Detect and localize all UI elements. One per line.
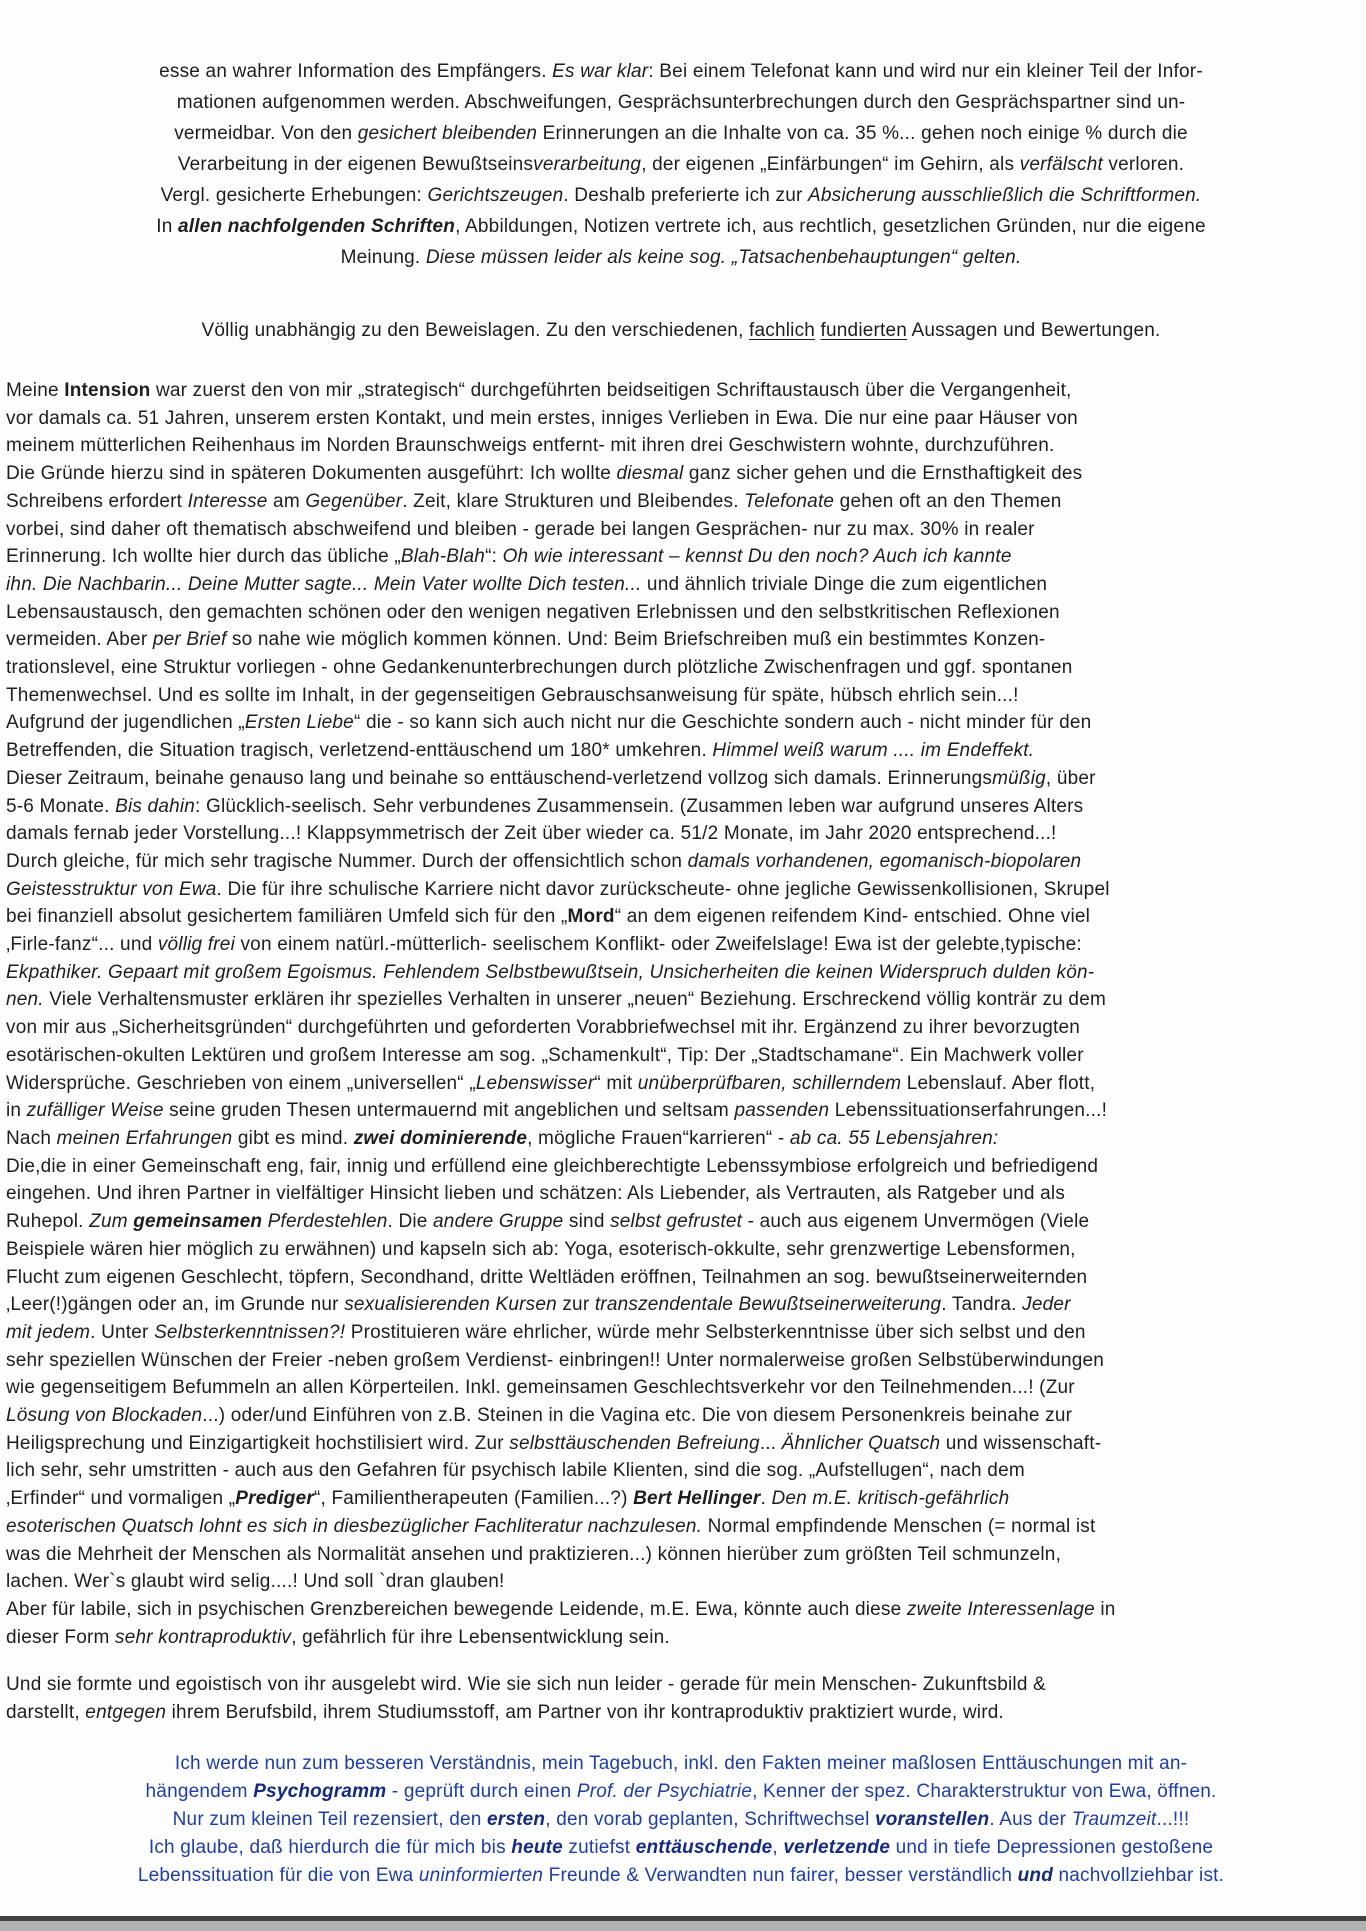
text-run: , gefährlich für ihre Lebensentwicklung sein.: [291, 1626, 670, 1648]
text-run: fundierten: [820, 320, 908, 341]
text-run: Prostituieren wäre ehrlicher, würde mehr Selbsterkenntnisse über sich selbst und den: [345, 1321, 1086, 1343]
text-line: [6, 626, 1356, 654]
text-line: [6, 848, 1356, 876]
text-run: Themenwechsel. Und es sollte im Inhalt, in der gegenseitigen Gebrauschsanweisung für späte, hübsch ehrlich sein...!: [6, 684, 1019, 706]
text-run: so nahe wie möglich kommen können. Und: Beim Briefschreiben muß ein bestimmtes Konzen-: [226, 629, 1046, 651]
text-run: per Brief: [152, 629, 227, 651]
text-run: Pferdestehlen: [262, 1211, 388, 1233]
text-run: , der eigenen „Einfärbungen“ im Gehirn, als: [641, 154, 1020, 175]
text-run: Verarbeitung in der eigenen Bewußtseins: [177, 154, 534, 175]
text-line: [6, 1180, 1356, 1208]
text-run: mit jedem: [6, 1321, 91, 1343]
text-run: passenden: [734, 1100, 830, 1122]
text-line: [6, 488, 1356, 516]
text-run: vermeidbar. Von den: [174, 123, 358, 144]
text-run: trationslevel, eine Struktur vorliegen - ohne Gedankenunterbrechungen durch plötzliche Zwischenfragen und ggf. spontanen: [6, 657, 1073, 679]
text-line: [6, 460, 1356, 488]
text-run: ‚Erfinder“ und vormaligen „: [6, 1488, 236, 1510]
text-run: Geistesstruktur von Ewa: [6, 878, 217, 900]
text-run: gemeinsamen: [133, 1211, 263, 1233]
text-run: lich sehr, sehr umstritten - auch aus den Gefahren für psychisch labile Klienten, sind die sog. „Aufstellugen“, nach dem: [6, 1460, 1025, 1482]
text-run: gehen oft an den Themen: [834, 490, 1062, 512]
intro-block: [6, 56, 1356, 273]
text-run: verfälscht: [1019, 154, 1103, 175]
text-line: [6, 1264, 1356, 1292]
text-run: Jeder: [1022, 1294, 1071, 1316]
text-line: [6, 180, 1356, 211]
text-run: allen nachfolgenden Schriften: [178, 216, 456, 237]
text-line: [6, 242, 1356, 273]
text-run: Ruhepol.: [6, 1211, 90, 1233]
text-run: Intension: [64, 380, 151, 401]
text-run: gibt es mind.: [232, 1127, 354, 1149]
text-line: [6, 1014, 1356, 1042]
text-run: selbsttäuschenden Befreiung: [509, 1432, 760, 1454]
text-line: [6, 1624, 1356, 1652]
text-run: Mord: [567, 906, 615, 928]
text-run: 5-6 Monate.: [6, 795, 116, 817]
text-line: [6, 765, 1356, 793]
text-run: andere Gruppe: [433, 1211, 564, 1233]
text-run: sexualisierenden Kursen: [344, 1294, 557, 1316]
text-run: Normal empfindende Menschen (= normal ist: [702, 1515, 1096, 1537]
text-line: [6, 903, 1356, 931]
text-run: . Zeit, klare Strukturen und Bleibendes.: [402, 490, 745, 512]
text-run: ‚Firle-fanz“... und: [6, 934, 158, 956]
text-run: - geprüft durch einen: [386, 1780, 577, 1802]
text-line: [6, 1862, 1356, 1890]
text-run: Lebenssituation für die von Ewa: [137, 1864, 419, 1886]
text-run: , den vorab geplanten, Schriftwechsel: [545, 1808, 875, 1830]
text-line: [6, 1485, 1356, 1513]
text-line: [6, 682, 1356, 710]
text-run: Schreibens erfordert: [6, 490, 188, 512]
text-run: Es war klar: [552, 61, 649, 82]
text-line: [6, 1430, 1356, 1458]
beweislagen-line: [6, 315, 1356, 346]
text-run: seine gruden Thesen untermauernd mit angeblichen und seltsam: [163, 1100, 735, 1122]
text-run: meinen Erfahrungen: [56, 1127, 233, 1149]
text-run: ganz sicher gehen und die Ernsthaftigkeit des: [683, 463, 1083, 485]
text-run: vorbei, sind daher oft thematisch abschweifend und bleiben - gerade bei langen Gesprächen- nur zu max. 30% in realer: [6, 518, 1035, 540]
text-run: .: [760, 1488, 772, 1510]
text-line: [6, 931, 1356, 959]
text-run: Gegenüber: [305, 490, 403, 512]
text-line: [6, 211, 1356, 242]
text-run: Lebensaustausch, den gemachten schönen oder den wenigen negativen Erlebnissen und den selbstkritischen Reflexionen: [6, 601, 1060, 623]
text-run: Die Gründe hierzu sind in späteren Dokumenten ausgeführt: Ich wollte: [6, 463, 617, 485]
text-run: In: [156, 216, 178, 237]
text-line: [6, 56, 1356, 87]
text-run: Freunde & Verwandten nun fairer, besser verständlich: [543, 1864, 1018, 1886]
text-line: [6, 87, 1356, 118]
text-run: , Kenner der spez. Charakterstruktur von Ewa, öffnen.: [752, 1780, 1217, 1802]
text-run: Meine: [6, 380, 65, 401]
text-run: heute: [511, 1836, 563, 1858]
text-run: Erinnerungen an die Inhalte von ca. 35 %... gehen noch einige % durch die: [537, 123, 1188, 144]
text-run: Aber für labile, sich in psychischen Grenzbereichen bewegende Leidende, m.E. Ewa, könnte auch diese: [6, 1598, 907, 1620]
text-run: ...: [759, 1432, 782, 1454]
text-run: Ich glaube, daß hierdurch die für mich bis: [148, 1836, 512, 1858]
text-line: [6, 737, 1356, 765]
text-run: hängendem: [145, 1780, 254, 1802]
text-run: Und sie formte und egoistisch von ihr ausgelebt wird. Wie sie sich nun leider - gerade für mein Menschen- Zukunftsbild &: [6, 1674, 1046, 1696]
text-run: Blah-Blah: [400, 546, 486, 568]
text-run: sehr speziellen Wünschen der Freier -neben großem Verdienst- einbringen!! Unter normalerweise großen Selbstüberwindungen: [6, 1349, 1105, 1371]
text-line: [6, 118, 1356, 149]
text-run: Selbsterkenntnissen?!: [154, 1321, 346, 1343]
text-run: nachvollziehbar ist.: [1053, 1864, 1225, 1886]
text-run: voranstellen: [874, 1808, 990, 1830]
text-run: Nach: [6, 1127, 57, 1149]
text-run: verletzende: [783, 1836, 891, 1858]
text-run: damals vorhandenen, egomanisch-biopolaren: [687, 850, 1082, 872]
text-run: Erinnerung. Ich wollte hier durch das übliche „: [6, 546, 401, 568]
text-line: [6, 1125, 1356, 1153]
text-run: von mir aus „Sicherheitsgründen“ durchgeführten und geforderten Vorabbriefwechsel mit ihr. Ergänzend zu ihrer bevorzugten: [6, 1017, 1081, 1039]
text-line: [6, 571, 1356, 599]
text-run: esotärischen-okulten Lektüren und großem Interesse am sog. „Schamenkult“, Tip: Der „Stadtschamane“. Ein Machwerk voller: [6, 1044, 1084, 1066]
text-run: . Tandra.: [941, 1294, 1023, 1316]
text-line: [6, 1750, 1356, 1778]
text-run: ...) oder/und Einführen von z.B. Steinen in die Vagina etc. Die von diesem Personenkreis beinahe zur: [202, 1405, 1073, 1427]
text-run: uninformierten: [418, 1864, 544, 1886]
text-run: “ mit: [594, 1072, 638, 1094]
document-text: [6, 56, 1356, 1890]
text-line: [6, 1042, 1356, 1070]
text-run: gesichert bleibenden: [357, 123, 538, 144]
text-line: [6, 1097, 1356, 1125]
text-run: darstellt,: [6, 1702, 86, 1724]
text-line: [6, 405, 1356, 433]
text-run: entgegen: [85, 1702, 167, 1724]
text-run: Ähnlicher Quatsch: [781, 1432, 941, 1454]
text-line: [6, 315, 1356, 346]
text-run: vor damals ca. 51 Jahren, unserem ersten Kontakt, und mein erstes, inniges Verlieben in Ewa. Die nur eine paar Häuser von: [6, 407, 1078, 429]
text-run: dieser Form: [6, 1626, 116, 1648]
text-line: [6, 516, 1356, 544]
text-run: Die,die in einer Gemeinschaft eng, fair, innig und erfüllend eine gleichberechtigte Lebenssymbiose erfolgreich und befriedigend: [6, 1155, 1099, 1177]
text-run: Bis dahin: [115, 795, 196, 817]
text-run: Meinung.: [340, 247, 426, 268]
text-run: und ähnlich triviale Dinge die zum eigentlichen: [641, 573, 1048, 595]
text-line: [6, 1374, 1356, 1402]
text-run: Dieser Zeitraum, beinahe genauso lang und beinahe so enttäuschend-verletzend vollzog sich damals. Erinnerungs: [6, 767, 993, 789]
text-run: Gerichtszeugen: [427, 185, 564, 206]
text-run: ...!!!: [1156, 1808, 1190, 1830]
text-run: vermeiden. Aber: [6, 629, 153, 651]
text-run: Aufgrund der jugendlichen „: [6, 712, 245, 734]
text-run: Nur zum kleinen Teil rezensiert, den: [172, 1808, 487, 1830]
text-line: [6, 1402, 1356, 1430]
text-run: fachlich: [749, 320, 816, 341]
text-run: in: [6, 1100, 27, 1122]
text-run: Betreffenden, die Situation tragisch, verletzend-enttäuschend um 180* umkehren.: [6, 740, 713, 762]
text-run: enttäuschende: [635, 1836, 773, 1858]
text-run: diesmal: [616, 463, 684, 485]
text-run: eingehen. Und ihren Partner in vielfältiger Hinsicht lieben und schätzen: Als Liebender, als Vertrauten, als Ratgeber und als: [6, 1183, 1066, 1205]
text-run: Ersten Liebe: [244, 712, 354, 734]
text-run: bei finanziell absolut gesichertem familiären Umfeld sich für den „: [6, 906, 568, 928]
text-run: . Die: [387, 1211, 434, 1233]
text-line: [6, 1541, 1356, 1569]
text-run: verloren.: [1102, 154, 1185, 175]
text-run: Heiligsprechung und Einzigartigkeit hochstilisiert wird. Zur: [6, 1432, 510, 1454]
scan-bottom-gray-band: [0, 1921, 1366, 1931]
text-run: ab ca. 55 Lebensjahren:: [789, 1127, 999, 1149]
text-run: Lösung von Blockaden: [6, 1405, 203, 1427]
text-line: [6, 654, 1356, 682]
text-run: Zum: [89, 1211, 134, 1233]
text-run: meinem mütterlichen Reihenhaus im Norden Braunschweigs entfernt- mit ihren drei Geschwistern wohnte, durchzuführen.: [6, 435, 1055, 457]
text-line: [6, 149, 1356, 180]
text-line: [6, 1347, 1356, 1375]
text-run: Den m.E. kritisch-gefährlich: [771, 1488, 1010, 1510]
text-run: müßig: [992, 767, 1046, 789]
main-block: [6, 377, 1356, 1651]
text-line: [6, 1671, 1356, 1699]
text-run: am: [267, 490, 306, 512]
text-run: , Abbildungen, Notizen vertrete ich, aus rechtlich, gesetzlichen Gründen, nur die eigene: [455, 216, 1206, 237]
text-run: . Deshalb preferierte ich zur: [563, 185, 809, 206]
text-line: [6, 959, 1356, 987]
text-run: und in tiefe Depressionen gestoßene: [890, 1836, 1214, 1858]
text-run: Oh wie interessant – kennst Du den noch? Auch ich kannte: [502, 546, 1012, 568]
text-line: [6, 820, 1356, 848]
text-run: . Aus der: [989, 1808, 1072, 1830]
formte-block: [6, 1671, 1356, 1726]
text-run: Lebenslauf. Aber flott,: [901, 1072, 1096, 1094]
text-line: [6, 1291, 1356, 1319]
text-line: [6, 986, 1356, 1014]
text-line: [6, 1778, 1356, 1806]
text-run: und wissenschaft-: [940, 1432, 1102, 1454]
text-line: [6, 377, 1356, 405]
text-line: [6, 1568, 1356, 1596]
text-run: lachen. Wer`s glaubt wird selig....! Und soll `dran glauben!: [6, 1571, 505, 1593]
text-run: Absicherung ausschließlich die Schriftformen.: [808, 185, 1202, 206]
text-line: [6, 1208, 1356, 1236]
text-run: : Glücklich-seelisch. Sehr verbundenes Zusammensein. (Zusammen leben war aufgrund unseres Alters: [195, 795, 1084, 817]
text-run: Interesse: [187, 490, 268, 512]
text-run: Vergl. gesicherte Erhebungen:: [160, 185, 428, 206]
text-line: [6, 793, 1356, 821]
text-run: selbst gefrustet: [610, 1211, 743, 1233]
text-run: Aussagen und Bewertungen.: [907, 320, 1161, 341]
text-line: [6, 599, 1356, 627]
text-run: Völlig unabhängig zu den Beweislagen. Zu den verschiedenen,: [201, 320, 750, 341]
text-run: Ekpathiker. Gepaart mit großem Egoismus. Fehlendem Selbstbewußtsein, Unsicherheiten die keinen Widerspruch dulden kön-: [6, 961, 1095, 983]
text-run: war zuerst den von mir „strategisch“ durchgeführten beidseitigen Schriftaustausch über die Vergangenheit,: [150, 380, 1072, 401]
text-run: wie gegenseitigem Befummeln an allen Körperteilen. Inkl. gemeinsamen Geschlechtsverkehr vor den Teilnehmenden...! (Zur: [6, 1377, 1075, 1399]
text-run: Diese müssen leider als keine sog. „Tatsachenbehauptungen“ gelten.: [425, 247, 1022, 268]
text-run: was die Mehrheit der Menschen als Normalität ansehen und praktizieren...) können hierüber zum größten Teil schmunzeln,: [6, 1543, 1062, 1565]
text-line: [6, 1834, 1356, 1862]
text-run: sehr kontraproduktiv: [115, 1626, 292, 1648]
text-run: in: [1094, 1598, 1116, 1620]
text-line: [6, 432, 1356, 460]
text-line: [6, 1153, 1356, 1181]
blue-closing-block: [6, 1750, 1356, 1890]
text-run: ,: [772, 1836, 784, 1858]
text-run: Lebenssituationserfahrungen...!: [829, 1100, 1108, 1122]
text-run: Ich werde nun zum besseren Verständnis, mein Tagebuch, inkl. den Fakten meiner maßlosen Enttäuschungen mit an-: [174, 1752, 1188, 1774]
text-run: “:: [485, 546, 503, 568]
text-run: zutiefst: [562, 1836, 636, 1858]
text-run: , über: [1045, 767, 1096, 789]
text-line: [6, 543, 1356, 571]
text-run: völlig frei: [157, 934, 235, 956]
text-run: Durch gleiche, für mich sehr tragische Nummer. Durch der offensichtlich schon: [6, 850, 688, 872]
text-run: zweite Interessenlage: [906, 1598, 1095, 1620]
text-run: verarbeitung: [533, 154, 642, 175]
text-run: “, Familientherapeuten (Familien...?): [313, 1488, 634, 1510]
text-run: Telefonate: [744, 490, 835, 512]
text-run: und: [1017, 1864, 1054, 1886]
text-line: [6, 1596, 1356, 1624]
text-run: zufälliger Weise: [26, 1100, 164, 1122]
text-line: [6, 1513, 1356, 1541]
text-run: ersten: [487, 1808, 546, 1830]
text-run: transzendentale Bewußtseinerweiterung: [594, 1294, 942, 1316]
text-line: [6, 1319, 1356, 1347]
text-run: Psychogramm: [253, 1780, 387, 1802]
text-run: von einem natürl.-mütterlich- seelischem Konflikt- oder Zweifelslage! Ewa ist der gelebte,typische:: [235, 934, 1082, 956]
text-run: Bert Hellinger: [633, 1488, 761, 1510]
text-run: “ die - so kann sich auch nicht nur die Geschichte sondern auch - nicht minder für den: [353, 712, 1092, 734]
text-run: Prof. der Psychiatrie: [576, 1780, 753, 1802]
text-run: - auch aus eigenem Unvermögen (Viele: [742, 1211, 1090, 1233]
text-run: esoterischen Quatsch lohnt es sich in diesbezüglicher Fachliteratur nachzulesen.: [6, 1515, 703, 1537]
text-run: ihn. Die Nachbarin... Deine Mutter sagte... Mein Vater wollte Dich testen...: [6, 573, 642, 595]
text-run: Himmel weiß warum .... im Endeffekt.: [712, 740, 1035, 762]
text-run: Lebenswisser: [475, 1072, 595, 1094]
text-run: zur: [556, 1294, 595, 1316]
text-run: Traumzeit: [1071, 1808, 1157, 1830]
text-line: [6, 1806, 1356, 1834]
text-run: nen.: [6, 989, 44, 1011]
text-line: [6, 1236, 1356, 1264]
text-line: [6, 1457, 1356, 1485]
text-run: zwei dominierende: [353, 1127, 528, 1149]
text-line: [6, 876, 1356, 904]
text-run: Flucht zum eigenen Geschlecht, töpfern, Secondhand, dritte Weltläden eröffnen, Teilnahmen an sog. bewußtseinerweiternden: [6, 1266, 1088, 1288]
text-run: sind: [563, 1211, 611, 1233]
text-run: damals fernab jeder Vorstellung...! Klappsymmetrisch der Zeit über wieder ca. 51/2 Monate, im Jahr 2020 entsprechend...!: [6, 823, 1057, 845]
text-line: [6, 1699, 1356, 1727]
text-run: mationen aufgenommen werden. Abschweifungen, Gesprächsunterbrechungen durch den Gesprächspartner sind un-: [176, 92, 1186, 113]
text-run: Widersprüche. Geschrieben von einem „universellen“ „: [6, 1072, 476, 1094]
text-run: , mögliche Frauen“karrieren“ -: [527, 1127, 790, 1149]
text-run: Beispiele wären hier möglich zu erwähnen) und kapseln sich ab: Yoga, esoterisch-okkulte, sehr grenzwertige Lebensformen,: [6, 1238, 1076, 1260]
text-line: [6, 709, 1356, 737]
text-run: ihrem Berufsbild, ihrem Studiumsstoff, am Partner von ihr kontraproduktiv praktiziert wurde, wird.: [166, 1702, 1004, 1724]
text-run: unüberprüfbaren, schillerndem: [637, 1072, 902, 1094]
text-run: : Bei einem Telefonat kann und wird nur ein kleiner Teil der Infor-: [648, 61, 1203, 82]
text-run: “ an dem eigenen reifendem Kind- entschied. Ohne viel: [614, 906, 1091, 928]
text-line: [6, 1070, 1356, 1098]
text-run: esse an wahrer Information des Empfängers.: [159, 61, 553, 82]
text-run: . Unter: [90, 1321, 155, 1343]
text-run: Viele Verhaltensmuster erklären ihr spezielles Verhalten in unserer „neuen“ Beziehung. Erschreckend völlig konträr zu dem: [43, 989, 1106, 1011]
text-run: Prediger: [235, 1488, 314, 1510]
text-run: . Die für ihre schulische Karriere nicht davor zurückscheute- ohne jegliche Gewissenkollisionen, Skrupel: [216, 878, 1110, 900]
text-run: ‚Leer(!)gängen oder an, im Grunde nur: [6, 1294, 345, 1316]
